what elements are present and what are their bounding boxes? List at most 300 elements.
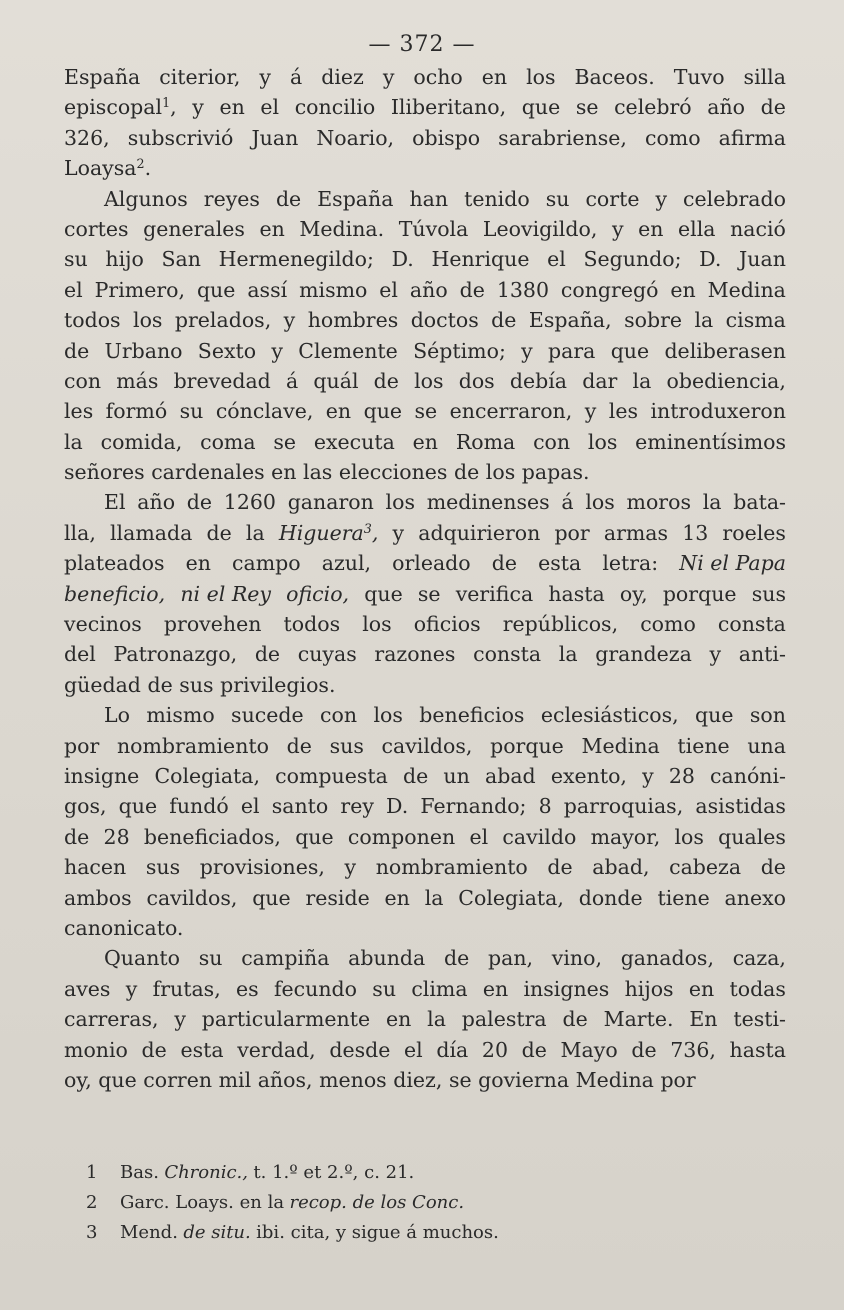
word: de	[403, 763, 429, 788]
word: de	[141, 1037, 167, 1062]
word: Medina	[575, 1067, 654, 1092]
word: de	[760, 855, 786, 880]
word: dos	[458, 368, 495, 393]
word: mismo	[146, 703, 215, 728]
word: campiña	[241, 946, 330, 971]
text-line	[64, 487, 786, 517]
word: y	[174, 1007, 186, 1032]
word: desde	[329, 1037, 391, 1062]
word: sus	[145, 855, 181, 880]
word: oy,	[64, 1067, 92, 1092]
word: campo	[232, 551, 301, 576]
word: hacen	[64, 855, 127, 880]
word: Marte.	[603, 1007, 674, 1032]
word: una	[747, 733, 786, 758]
word: letra:	[602, 551, 659, 576]
text-line	[64, 366, 786, 396]
footnote-text	[120, 1218, 504, 1248]
word: generales	[143, 216, 245, 241]
word: Iliberitano,	[390, 95, 507, 120]
word: privilegios.	[220, 672, 336, 697]
word: introduxeron	[650, 399, 786, 424]
word: El	[104, 490, 126, 515]
punctuation: ,	[371, 520, 379, 545]
text-line	[64, 700, 786, 730]
word: obispo	[412, 125, 481, 150]
word: menos	[319, 1067, 387, 1092]
word: papas.	[521, 460, 590, 485]
word: el	[64, 277, 83, 302]
word: su	[545, 186, 570, 211]
word: 1380	[496, 277, 549, 302]
word: día	[436, 1037, 469, 1062]
word: 8	[538, 794, 552, 819]
word: sucede	[231, 703, 304, 728]
footnote-text	[120, 1188, 469, 1218]
word: esta	[538, 551, 582, 576]
footnote-italic: de situ.	[183, 1222, 251, 1243]
word: cónclave,	[215, 399, 314, 424]
word: los	[526, 65, 556, 89]
word: año	[707, 95, 746, 120]
word: les	[64, 399, 94, 424]
word: fundó	[169, 794, 229, 819]
text-line	[64, 731, 786, 761]
word: las	[303, 460, 333, 485]
word: cardenales	[151, 460, 265, 485]
word: San	[161, 247, 201, 272]
word: quales	[718, 824, 786, 849]
word: señores	[64, 460, 145, 485]
word: azul,	[321, 551, 372, 576]
word: Urbano	[104, 338, 183, 363]
word: todos	[283, 612, 341, 637]
word: á	[285, 368, 299, 393]
word: obediencia,	[666, 368, 786, 393]
word: reside	[305, 885, 370, 910]
word: el	[469, 824, 489, 849]
word: prelados,	[174, 308, 272, 333]
word: el	[379, 277, 398, 302]
word: de	[459, 277, 485, 302]
word: Medina	[581, 733, 660, 758]
word: y	[611, 216, 624, 241]
word: y	[125, 976, 138, 1001]
word: 1260	[223, 490, 276, 515]
word: aves	[64, 976, 111, 1001]
body-text	[64, 62, 786, 1095]
word: moros	[626, 490, 691, 515]
word: Patronazgo,	[113, 642, 238, 667]
word: de	[491, 551, 518, 576]
word: su	[372, 976, 397, 1001]
word: caza,	[732, 946, 786, 971]
word: han	[409, 186, 449, 211]
word: lla,	[64, 520, 96, 545]
footnote-number: 3	[86, 1222, 98, 1243]
word: Hermenegildo;	[218, 247, 374, 272]
text-line	[64, 791, 786, 821]
word: Leovigildo,	[482, 216, 598, 241]
word: sus	[329, 733, 364, 758]
word: pan,	[487, 946, 534, 971]
word: los	[674, 824, 704, 849]
word: tenido	[464, 186, 530, 211]
word: la	[427, 1007, 446, 1032]
word: los	[133, 308, 163, 333]
text-line	[64, 1035, 786, 1065]
word: particularmente	[201, 1007, 371, 1032]
word: assí	[247, 277, 288, 302]
word: la	[245, 520, 265, 545]
word: Algunos	[104, 186, 188, 211]
word: insigne	[64, 763, 140, 788]
word: los	[362, 612, 392, 637]
word: de	[373, 368, 399, 393]
word: y	[283, 308, 296, 333]
word: la	[632, 368, 652, 393]
word: tiene	[677, 733, 730, 758]
word: porque	[490, 733, 564, 758]
word: que	[695, 703, 734, 728]
word: y	[382, 65, 395, 89]
word: nombramiento	[116, 733, 269, 758]
word: un	[443, 763, 470, 788]
word: cavildos,	[146, 885, 238, 910]
word: llamada	[110, 520, 193, 545]
word: mil	[218, 1067, 252, 1092]
text-line	[64, 305, 786, 335]
word: que	[521, 95, 561, 120]
word: su	[64, 247, 88, 272]
word: diez,	[393, 1067, 443, 1092]
word: esta	[180, 1037, 224, 1062]
word: elecciones	[338, 460, 448, 485]
word: brevedad	[173, 368, 271, 393]
word: de	[631, 1037, 657, 1062]
word: su	[198, 946, 223, 971]
text-line	[64, 123, 786, 153]
word: de	[491, 308, 517, 333]
word: sobre	[624, 308, 683, 333]
word: insignes	[523, 976, 610, 1001]
word: años,	[257, 1067, 313, 1092]
word: por	[660, 1067, 696, 1092]
word: de	[254, 642, 281, 667]
word: beneficiados,	[143, 824, 281, 849]
word: eminentísimos	[635, 429, 786, 454]
word: Fernando;	[420, 794, 527, 819]
text-line	[64, 943, 786, 973]
word: deliberasen	[664, 338, 786, 363]
word: de	[443, 946, 470, 971]
word: el	[404, 1037, 423, 1062]
word: la	[694, 308, 714, 333]
word: 13	[682, 520, 709, 545]
word: el	[547, 247, 566, 272]
word: reyes	[203, 186, 260, 211]
word: 28	[103, 824, 130, 849]
word: que	[295, 824, 334, 849]
italic-word: beneficio,	[64, 581, 166, 606]
word: en	[219, 95, 245, 120]
word: los	[414, 368, 444, 393]
text-line	[64, 92, 786, 122]
word: componen	[347, 824, 456, 849]
word: razones	[374, 642, 456, 667]
text-line	[64, 852, 786, 882]
word: de	[760, 95, 786, 120]
word: con	[533, 429, 571, 454]
text-line	[64, 1004, 786, 1034]
footnotes	[86, 1158, 786, 1248]
word: Henrique	[431, 247, 530, 272]
word: asistidas	[695, 794, 786, 819]
paragraph	[64, 62, 786, 184]
word: canonicato.	[64, 915, 184, 940]
word: les	[608, 399, 638, 424]
word: gos,	[64, 794, 107, 819]
word: en	[688, 976, 715, 1001]
word: corren	[143, 1067, 213, 1092]
word: donde	[578, 885, 643, 910]
word: abad	[484, 763, 536, 788]
word: en	[385, 1007, 412, 1032]
text-line	[64, 639, 786, 669]
word: de	[521, 1037, 547, 1062]
word: diez	[321, 65, 364, 89]
word: de	[547, 855, 573, 880]
word: de	[206, 520, 232, 545]
word: Juan	[739, 247, 786, 272]
word: concilio	[294, 95, 376, 120]
italic-word: Ni el Papa	[679, 551, 786, 576]
word: y	[642, 763, 654, 788]
word: los	[385, 490, 415, 515]
text-line	[64, 396, 786, 426]
word: y	[344, 855, 357, 880]
word: cuyas	[297, 642, 357, 667]
word: Juan	[251, 125, 299, 150]
word: como	[644, 125, 701, 150]
word: de	[286, 733, 312, 758]
word: se	[575, 95, 599, 120]
word: por	[64, 733, 100, 758]
word: en	[185, 551, 211, 576]
text-line	[64, 184, 786, 214]
word: Túvola	[398, 216, 469, 241]
word: que	[98, 1067, 137, 1092]
word: sus	[179, 672, 214, 697]
word: Noario,	[316, 125, 395, 150]
word: grandeza	[595, 642, 692, 667]
word: vecinos	[64, 612, 142, 637]
word: Primero,	[94, 277, 186, 302]
footnote-ref: 3	[363, 520, 372, 536]
word: España,	[528, 308, 612, 333]
text-line	[64, 336, 786, 366]
footnote-part: Bas.	[120, 1162, 159, 1183]
word: oy,	[619, 581, 648, 606]
word: celebrado	[683, 186, 786, 211]
word: compuesta	[275, 763, 388, 788]
word: se	[273, 429, 297, 454]
word: episcopal$^1$,	[64, 95, 177, 120]
footnote-ref: 1	[162, 95, 171, 111]
word: 326,	[64, 125, 110, 150]
word: mayor,	[590, 824, 661, 849]
word: la	[424, 885, 444, 910]
word: Clemente	[298, 338, 398, 363]
word: se	[448, 1067, 472, 1092]
word: verifica	[455, 581, 534, 606]
word: 20	[481, 1037, 508, 1062]
footnote-ref: 2	[136, 156, 145, 172]
word: abad,	[592, 855, 650, 880]
word: porque	[662, 581, 737, 606]
word: Séptimo;	[413, 338, 506, 363]
footnote-number: 2	[86, 1192, 98, 1213]
word: la	[702, 490, 722, 515]
word: el	[260, 95, 280, 120]
footnote-part: ibi. cita, y sigue á muchos.	[256, 1222, 499, 1243]
word: corte	[585, 186, 640, 211]
word: todas	[729, 976, 786, 1001]
word: la	[558, 642, 578, 667]
word: y	[655, 186, 668, 211]
word: subscrivió	[127, 125, 234, 150]
word: que	[610, 338, 650, 363]
word: oficios	[413, 612, 481, 637]
footnote-italic: Chronic.,	[164, 1162, 248, 1183]
word: quál	[313, 368, 359, 393]
word: en	[670, 277, 696, 302]
word: roeles	[722, 520, 786, 545]
word: canóni-	[710, 763, 786, 788]
word: cisma	[725, 308, 786, 333]
word: santo	[271, 794, 329, 819]
word: en	[384, 885, 410, 910]
word: es	[236, 976, 259, 1001]
word: por	[554, 520, 590, 545]
word: hijo	[105, 247, 144, 272]
word: ocho	[413, 65, 463, 89]
footnote	[86, 1218, 786, 1248]
word: provehen	[163, 612, 262, 637]
word: Baceos.	[574, 65, 655, 89]
word: Quanto	[104, 946, 181, 971]
word: plateados	[64, 551, 165, 576]
word: año	[409, 277, 448, 302]
word: con	[64, 368, 102, 393]
word: á	[561, 490, 574, 515]
word: que	[252, 885, 291, 910]
word: cabeza	[669, 855, 742, 880]
text-line	[64, 761, 786, 791]
word: armas	[603, 520, 669, 545]
word: para	[548, 338, 596, 363]
word: nació	[730, 216, 786, 241]
word: adquirieron	[418, 520, 541, 545]
text-line	[64, 457, 786, 487]
footnote-part: Mend.	[120, 1222, 178, 1243]
word: Roma	[455, 429, 516, 454]
footnote	[86, 1158, 786, 1188]
word: Medina	[707, 277, 786, 302]
word: Colegiata,	[458, 885, 564, 910]
word: los	[587, 429, 618, 454]
word: Loaysa$^2$.	[64, 156, 152, 181]
word: se	[414, 399, 438, 424]
word: exento,	[550, 763, 627, 788]
word: que	[363, 399, 403, 424]
text-line	[64, 822, 786, 852]
footnote-text	[120, 1158, 420, 1188]
word: D.	[391, 247, 414, 272]
word: cavildo	[502, 824, 577, 849]
page-number: — 372 —	[368, 32, 476, 57]
word: los	[585, 490, 615, 515]
word: tiene	[657, 885, 710, 910]
word: anti-	[738, 642, 786, 667]
word: en	[481, 65, 508, 89]
word: mismo	[299, 277, 368, 302]
word: vino,	[551, 946, 602, 971]
text-line	[64, 913, 786, 943]
text-line	[64, 244, 786, 274]
word: En	[689, 1007, 718, 1032]
word: su	[179, 399, 204, 424]
word: afirma	[718, 125, 786, 150]
italic-word: oficio,	[286, 581, 350, 606]
word: silla	[743, 65, 786, 89]
punctuation: .	[144, 156, 152, 181]
word: de	[186, 490, 213, 515]
word: en	[325, 399, 352, 424]
text-line	[64, 670, 786, 700]
word: bata-	[733, 490, 786, 515]
text-line	[64, 518, 786, 548]
word: España	[317, 186, 394, 211]
word: testi-	[733, 1007, 786, 1032]
text-line	[64, 579, 786, 609]
punctuation: ,	[170, 95, 177, 120]
text-line	[64, 153, 786, 183]
word: rey	[340, 794, 374, 819]
word: formó	[105, 399, 168, 424]
word: repúblicos,	[502, 612, 619, 637]
word: provisiones,	[199, 855, 325, 880]
word: de	[147, 672, 173, 697]
word: encerraron,	[449, 399, 573, 424]
word: 28	[668, 763, 695, 788]
word: ambos	[64, 885, 132, 910]
word: ella	[678, 216, 716, 241]
word: hasta	[548, 581, 605, 606]
word: que	[364, 581, 403, 606]
word: frutas,	[152, 976, 221, 1001]
paragraph	[64, 700, 786, 943]
text-line	[64, 275, 786, 305]
word: en	[482, 976, 509, 1001]
word: de	[453, 460, 480, 485]
word: se	[417, 581, 441, 606]
word: D.	[699, 247, 722, 272]
footnote-part: Garc. Loays. en la	[120, 1192, 285, 1213]
word: consta	[717, 612, 786, 637]
footnote	[86, 1188, 786, 1218]
word: orleado	[392, 551, 471, 576]
